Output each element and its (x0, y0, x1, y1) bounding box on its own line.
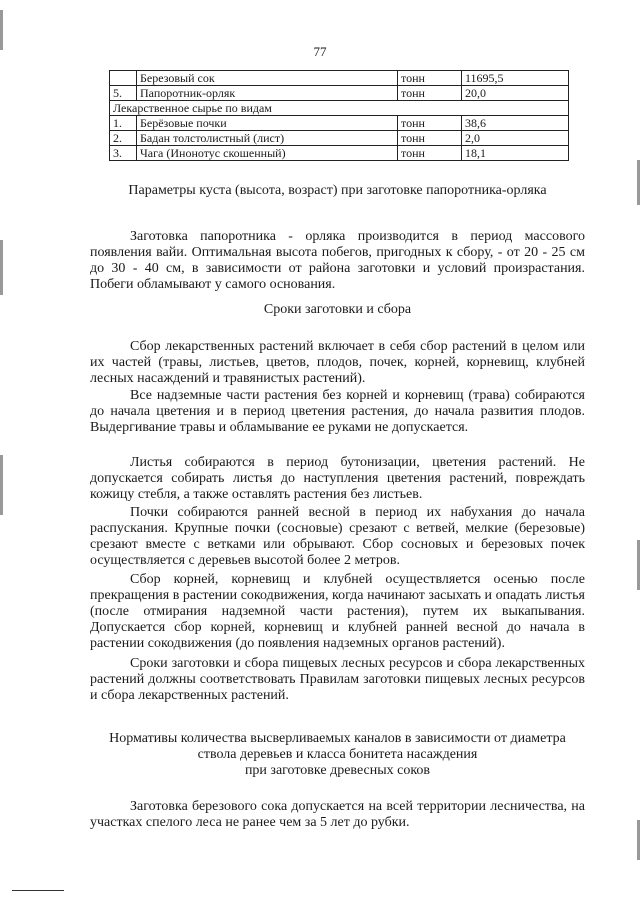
scan-edge-mark (0, 455, 3, 515)
table-heading (60, 731, 615, 779)
table-row (110, 86, 569, 101)
heading-line: ствола деревьев и класса бонитета насаждения (197, 747, 478, 762)
paragraph (90, 656, 585, 704)
section-heading: Сроки заготовки и сбора (263, 302, 412, 317)
table-section-row (110, 101, 569, 116)
paragraph-text: Все надземные части растения без корней и корневищ (трава) собираются до начала цветения и в период цветения растения, до начала развития плодов. Выдергивание травы и обламывание ее руками не допускается. (90, 388, 585, 436)
paragraph-text: Заготовка папоротника - орляка производится в период массового появления вайи. Оптимальная высота побегов, пригодных к сбору, - от 20 - 25 см до 30 - 40 см, в зависимости от района заготовки и условий произрастания. Побеги обламывают у самого основания. (90, 229, 585, 293)
row-number (110, 71, 137, 86)
section-title: Лекарственное сырье по видам (110, 101, 569, 116)
paragraph (90, 505, 585, 569)
unit: тонн (398, 116, 462, 131)
unit: тонн (398, 71, 462, 86)
value: 18,1 (462, 146, 569, 161)
paragraph-text: Заготовка березового сока допускается на всей территории лесничества, на участках спелого леса не ранее чем за 5 лет до рубки. (90, 799, 585, 831)
paragraph (90, 229, 585, 293)
unit: тонн (398, 86, 462, 101)
row-number: 5. (110, 86, 137, 101)
heading-line: Нормативы количества высверливаемых каналов в зависимости от диаметра (109, 731, 566, 746)
paragraph-text: Почки собираются ранней весной в период их набухания до начала распускания. Крупные почки (сосновые) срезают с ветвей, мелкие (березовые) срезают вместе с ветками или обрывают. Сбор сосновых и березовых почек осуществляется с деревьев высотой более 2 метров. (90, 505, 585, 569)
heading-line: при заготовке древесных соков (244, 763, 431, 778)
table-row (110, 131, 569, 146)
resource-name: Папоротник-орляк (137, 86, 398, 101)
unit: тонн (398, 146, 462, 161)
paragraph (90, 455, 585, 503)
row-number: 2. (110, 131, 137, 146)
paragraph-text: Сбор лекарственных растений включает в себя сбор растений в целом или их частей (травы, листьев, цветов, плодов, почек, корней, корневищ, клубней лесных насаждений и травянистых растений). (90, 339, 585, 387)
paragraph-text: Сроки заготовки и сбора пищевых лесных ресурсов и сбора лекарственных растений должны соответствовать Правилам заготовки пищевых лесных ресурсов и сбора лекарственных растений. (90, 656, 585, 704)
paragraph (90, 572, 585, 652)
resource-name: Берёзовые почки (137, 116, 398, 131)
value: 2,0 (462, 131, 569, 146)
value: 38,6 (462, 116, 569, 131)
page-number: 77 (313, 44, 327, 59)
footnote-divider (12, 890, 64, 891)
row-number: 1. (110, 116, 137, 131)
unit: тонн (398, 131, 462, 146)
value: 11695,5 (462, 71, 569, 86)
paragraph-text: Листья собираются в период бутонизации, цветения растений. Не допускается собирать листья до наступления цветения растений, повреждать кожицу стебля, а также оставлять растения без листьев. (90, 455, 585, 503)
resource-name: Чага (Инонотус скошенный) (137, 146, 398, 161)
paragraph (90, 339, 585, 387)
table-row (110, 116, 569, 131)
resource-name: Березовый сок (137, 71, 398, 86)
resource-name: Бадан толстолистный (лист) (137, 131, 398, 146)
row-number: 3. (110, 146, 137, 161)
paragraph (90, 799, 585, 831)
paragraph (90, 388, 585, 436)
scan-edge-mark (0, 10, 3, 50)
scan-edge-mark (0, 240, 3, 295)
value: 20,0 (462, 86, 569, 101)
paragraph-text: Сбор корней, корневищ и клубней осуществляется осенью после прекращения в растении сокодвижения, когда начинают засыхать и опадать листья (после отмирания надземной части растения), путем их выкапывания. Допускается сбор корней, корневищ и клубней ранней весной до начала в растении сокодвижения (до появления надземных органов растений). (90, 572, 585, 652)
table-row (110, 146, 569, 161)
table-row (110, 71, 569, 86)
resources-table (109, 70, 569, 161)
section-heading: Параметры куста (высота, возраст) при заготовке папоротника-орляка (128, 183, 547, 198)
